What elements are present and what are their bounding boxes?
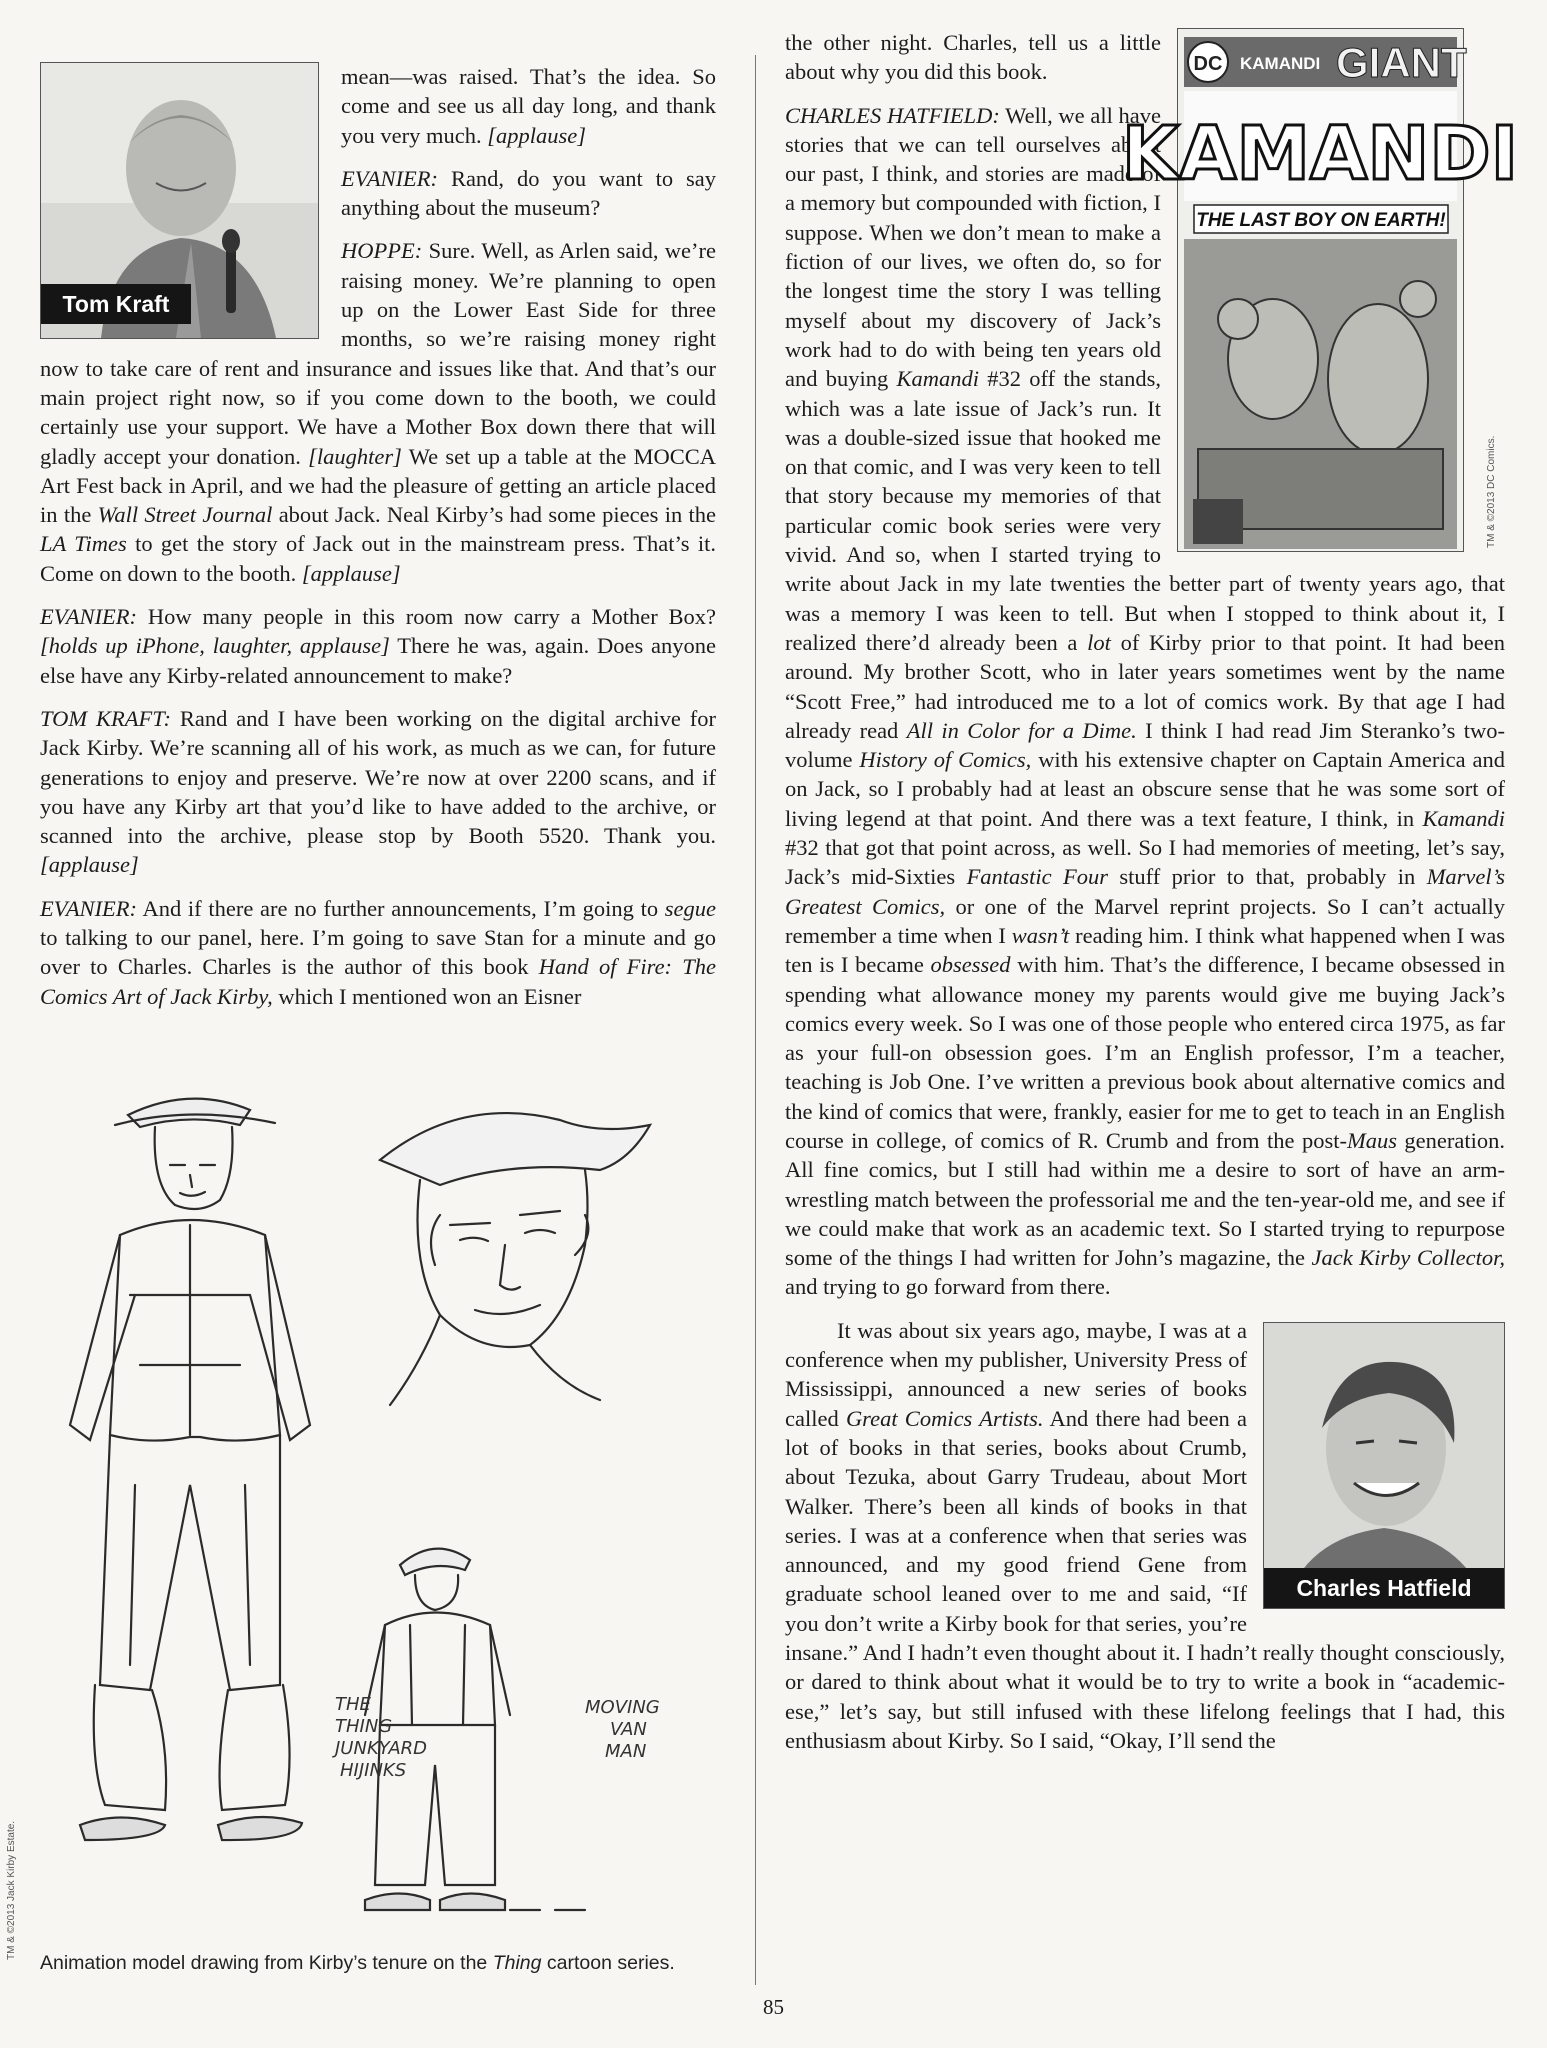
cover-tagline: THE LAST BOY ON EARTH!	[1196, 210, 1446, 231]
drawing-label-van: VAN	[610, 1719, 647, 1740]
kamandi-cover	[1121, 28, 1519, 558]
column-divider	[755, 55, 756, 1985]
paragraph-2: EVANIER: Rand, do you want to say anything about the museum?	[341, 165, 716, 221]
page-number: 85	[763, 1995, 784, 2019]
cover-title: KAMANDI	[1121, 111, 1519, 197]
cover-series: KAMANDI	[1240, 54, 1321, 73]
drawing-label-moving: MOVING	[585, 1697, 660, 1718]
paragraph-r2: CHARLES HATFIELD: Well, we all have stories that we can tell ourselves about our past, I think, and stories are made of a memory but compounded with fiction, I suppose. When we don’t mean to make a fiction of our lives, we often do, so for the longest time the story I was telling myself about my discovery of Jack’s work had to do with being ten years old and buying Kamandi #32 off the stands, which was a late issue of Jack’s run. It was a double-sized issue that hooked me on that comic, and I was very keen to tell that story because my memories of that particular comic book series were very vivid. And so, when I started trying to write about Jack in my late twenties the better part of twenty years ago, that was a memory I was keen to tell. But when I stopped to think about it, I realized there’d already been a lot of Kirby prior to that point. It had been around. My brother Scott, who in later years sometimes went by the name “Scott Free,” had introduced me to a lot of comics work. By that age I had already read All in Color for a Dime. I think I had read Jim Steranko’s two-volume History of Comics, with his extensive chapter on Captain America and on Jack, so I probably had at least an obscure sense that he was some sort of living legend at that point. And there was a text feature, I think, in Kamandi #32 that got that point across, as well. So I had memories of meeting, let’s say, Jack’s mid-Sixties Fantastic Four stuff prior to that, probably in Marvel’s Greatest Comics, or one of the Marvel reprint projects. So I can’t actually remember a time when I wasn’t reading him. I think what happened when I was ten is I became obsessed with him. That’s the difference, I became obsessed in spending what allowance money my parents would give me buying Jack’s comics every week. So I was one of those people who entered circa 1975, as far as your full-on obsession goes. I’m an English professor, I’m a teacher, teaching is Job One. I’ve written a previous book about alternative comics and the kind of comics that were, frankly, easier for me to get to teach in an English course in college, of comics of R. Crumb and from the post-Maus generation. All fine comics, but I still had within me a desire to sort of have an arm-wrestling match between the professorial me and the ten-year-old me, and see if we could make that work as an academic text. So I started trying to repurpose some of the things I had written for John’s magazine, the Jack Kirby Collector, and trying to go forward from there.	[785, 102, 1506, 1300]
paragraph-1: mean—was raised. That’s the idea. So come and see us all day long, and thank you very much. [applause]	[341, 64, 716, 148]
paragraph-3: HOPPE: Sure. Well, as Arlen said, we’re raising money. We’re planning to open up on the Lower East Side for three months, so we’re raising money right now to take care of rent and insurance and issues like that. And that’s our main project right now, so if you come down to the booth, we could certainly use your support. We have a Mother Box down there that will gladly accept your donation. [laughter] We set up a table at the MOCCA Art Fest back in April, and we had the pleasure of getting an article placed in the Wall Street Journal about Jack. Neal Kirby’s had some pieces in the LA Times to get the story of Jack out in the mainstream press. That’s it. Come on down to the booth. [applause]	[40, 238, 717, 586]
drawing-credit: TM & ©2013 Jack Kirby Estate.	[6, 1820, 17, 1960]
charles-hatfield-caption: Charles Hatfield	[1264, 1568, 1504, 1608]
paragraph-5: TOM KRAFT: Rand and I have been working on the digital archive for Jack Kirby. We’re scanning all of his work, as much as we can, for future generations to enjoy and preserve. We’re now at over 2200 scans, and if you have any Kirby art that you’d like to have added to the archive, or scanned into the archive, please stop by Booth 5520. Thank you. [applause]	[40, 705, 716, 878]
cover-publisher: DC	[1193, 53, 1223, 75]
left-column	[40, 62, 716, 1025]
cover-credit: TM & ©2013 DC Comics.	[1486, 435, 1497, 548]
charles-hatfield-photo	[1263, 1322, 1505, 1609]
drawing-label-thing: THING	[335, 1716, 393, 1737]
model-drawing	[40, 1065, 730, 1945]
paragraph-4: EVANIER: How many people in this room now carry a Mother Box? [holds up iPhone, laughter, applause] There he was, again. Does anyone else have any Kirby-related announcement to make?	[40, 604, 717, 688]
paragraph-r1: the other night. Charles, tell us a little about why you did this book.	[785, 30, 1161, 85]
drawing-caption: Animation model drawing from Kirby’s tenure on the Thing cartoon series.	[40, 1952, 675, 1974]
drawing-label-the: THE	[335, 1694, 371, 1715]
drawing-label-man: MAN	[605, 1741, 647, 1762]
drawing-label-hijinks: HIJINKS	[340, 1760, 407, 1781]
drawing-label-junkyard: JUNKYARD	[335, 1738, 428, 1759]
charles-hatfield-portrait	[1264, 1323, 1504, 1608]
right-column	[785, 28, 1519, 1769]
cover-giant: GIANT	[1336, 39, 1467, 86]
tom-kraft-caption: Tom Kraft	[41, 284, 191, 324]
paragraph-6: EVANIER: And if there are no further announcements, I’m going to segue to talking to our panel, here. I’m going to save Stan for a minute and go over to Charles. Charles is the author of this book Hand of Fire: The Comics Art of Jack Kirby, which I mentioned won an Eisner	[40, 895, 717, 1009]
paragraph-r3: It was about six years ago, maybe, I was at a conference when my publisher, University Press of Mississippi, announced a new series of books called Great Comics Artists. And there had been a lot of books in that series, books about Crumb, about Tezuka, about Garry Trudeau, about Mort Walker. There’s been all kinds of books in that series. I was at a conference when that series was announced, and my good friend Gene from graduate school leaned over to me and said, “If you don’t write a Kirby book for that series, you’re insane.” And I hadn’t even thought about it. I hadn’t really thought consciously, or dared to think about what it would be to try to write a book in “academic-ese,” let’s say, but still infused with these lifelong feelings that I had, this enthusiasm about Kirby. So I said, “Okay, I’ll send the	[785, 1317, 1505, 1753]
tom-kraft-photo	[40, 62, 319, 339]
model-drawing-art	[40, 1065, 730, 1945]
